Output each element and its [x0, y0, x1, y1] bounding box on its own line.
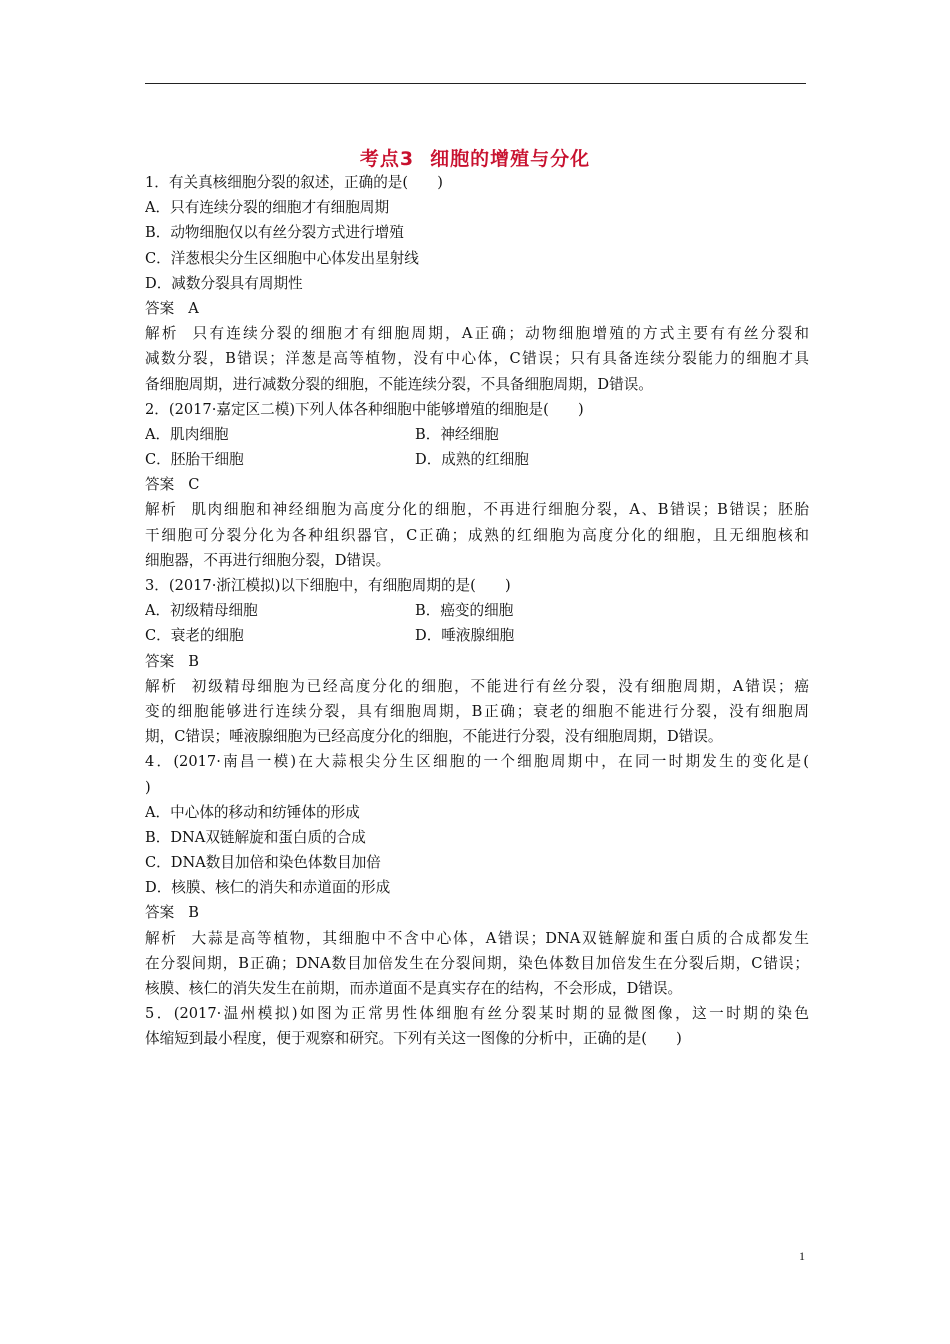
q4-analysis-line-3: 核膜、核仁的消失发生在前期，而赤道面不是真实存在的结构，不会形成，D错误。: [145, 980, 683, 997]
answer-label: 答案: [145, 476, 175, 494]
q2-options-row-2: [145, 447, 809, 472]
q5-stem-line-1: 5．(2017·温州模拟)如图为正常男性体细胞有丝分裂某时期的显微图像，这一时期的染色: [145, 1005, 809, 1023]
q2-analysis-line-2: 干细胞可分裂分化为各种组织器官，C正确；成熟的红细胞为高度分化的细胞，且无细胞核和: [145, 526, 809, 544]
header-rule: [145, 83, 806, 84]
q3-answer: [145, 649, 809, 674]
q3-answer-value: B: [188, 652, 199, 670]
q4-option-c: C．DNA数目加倍和染色体数目加倍: [145, 854, 381, 872]
analysis-label: 解析: [145, 501, 178, 519]
q1-option-a: A．只有连续分裂的细胞才有细胞周期: [145, 199, 390, 217]
q4-option-b: B．DNA双链解旋和蛋白质的合成: [145, 828, 366, 846]
title-text: 细胞的增殖与分化: [430, 148, 591, 170]
answer-label: 答案: [145, 904, 175, 922]
q2-answer: [145, 472, 809, 497]
q3-analysis-line-3: 期，C错误；唾液腺细胞为已经高度分化的细胞，不能进行分裂，没有细胞周期，D错误。: [145, 728, 723, 746]
analysis-label: 解析: [145, 325, 179, 343]
q3-option-a: A．初级精母细胞: [145, 602, 258, 620]
q4-option-a: A．中心体的移动和纺锤体的形成: [145, 803, 360, 821]
page-number: 1: [799, 1249, 805, 1263]
q1-answer: [145, 296, 809, 321]
q1-option-d: D．减数分裂具有周期性: [145, 274, 303, 292]
q2-option-b: B．神经细胞: [415, 425, 499, 443]
q3-option-c: C．衰老的细胞: [145, 627, 244, 645]
q4-analysis-line-1: 解析 大蒜是高等植物，其细胞中不含中心体，A错误；DNA双链解旋和蛋白质的合成都发生: [145, 929, 809, 947]
q3-stem: 3．(2017·浙江模拟)以下细胞中，有细胞周期的是( ): [145, 577, 511, 594]
q5-stem-line-2: 体缩短到最小程度，便于观察和研究。下列有关这一图像的分析中，正确的是( ): [145, 1030, 682, 1048]
q2-analysis-line-1: 解析 肌肉细胞和神经细胞为高度分化的细胞，不再进行细胞分裂，A、B错误；B错误；胚胎: [145, 501, 809, 519]
q1-analysis-line-2: 减数分裂，B错误；洋葱是高等植物，没有中心体，C错误；只有具备连续分裂能力的细胞才具: [145, 350, 809, 368]
q2-option-a: A．肌肉细胞: [145, 425, 229, 443]
q1-analysis-line-3: 备细胞周期，进行减数分裂的细胞，不能连续分裂，不具备细胞周期，D错误。: [145, 375, 653, 393]
q2-options-row-1: [145, 422, 809, 447]
q2-analysis-line-3: 细胞器，不再进行细胞分裂，D错误。: [145, 551, 391, 569]
q2-option-c: C．胚胎干细胞: [145, 451, 244, 469]
question-list: [145, 170, 809, 1052]
q4-stem-line-1: 4．(2017·南昌一模)在大蒜根尖分生区细胞的一个细胞周期中，在同一时期发生的变化是(: [145, 753, 809, 771]
answer-label: 答案: [145, 652, 175, 670]
q1-analysis-line-1: 解析 只有连续分裂的细胞才有细胞周期，A正确；动物细胞增殖的方式主要有有丝分裂和: [145, 325, 809, 343]
section-title: [0, 144, 950, 171]
q1-stem: 1．有关真核细胞分裂的叙述，正确的是( ): [145, 174, 443, 191]
analysis-label: 解析: [145, 677, 178, 695]
q2-answer-value: C: [188, 476, 200, 494]
q4-stem-line-2: ): [145, 778, 151, 796]
q3-options-row-2: [145, 623, 809, 648]
q2-option-d: D．成熟的红细胞: [415, 451, 529, 469]
q4-answer-value: B: [188, 904, 199, 922]
q1-option-c: C．洋葱根尖分生区细胞中心体发出星射线: [145, 249, 419, 267]
q1-answer-value: A: [188, 299, 199, 317]
q4-analysis-line-2: 在分裂间期，B正确；DNA数目加倍发生在分裂间期，染色体数目加倍发生在分裂后期，C错误；: [145, 954, 809, 972]
q3-analysis-line-2: 变的细胞能够进行连续分裂，具有细胞周期，B正确；衰老的细胞不能进行分裂，没有细胞周: [145, 702, 809, 720]
answer-label: 答案: [145, 299, 175, 317]
title-number: 考点3: [359, 148, 415, 170]
q1-option-b: B．动物细胞仅以有丝分裂方式进行增殖: [145, 224, 404, 242]
q4-answer: [145, 900, 809, 925]
q4-option-d: D．核膜、核仁的消失和赤道面的形成: [145, 879, 391, 897]
q3-options-row-1: [145, 598, 809, 623]
q3-option-b: B．癌变的细胞: [415, 602, 514, 620]
q3-option-d: D．唾液腺细胞: [415, 627, 515, 645]
analysis-label: 解析: [145, 929, 178, 947]
q3-analysis-line-1: 解析 初级精母细胞为已经高度分化的细胞，不能进行有丝分裂，没有细胞周期，A错误；癌: [145, 677, 809, 695]
q2-stem: 2．(2017·嘉定区二模)下列人体各种细胞中能够增殖的细胞是( ): [145, 400, 584, 418]
